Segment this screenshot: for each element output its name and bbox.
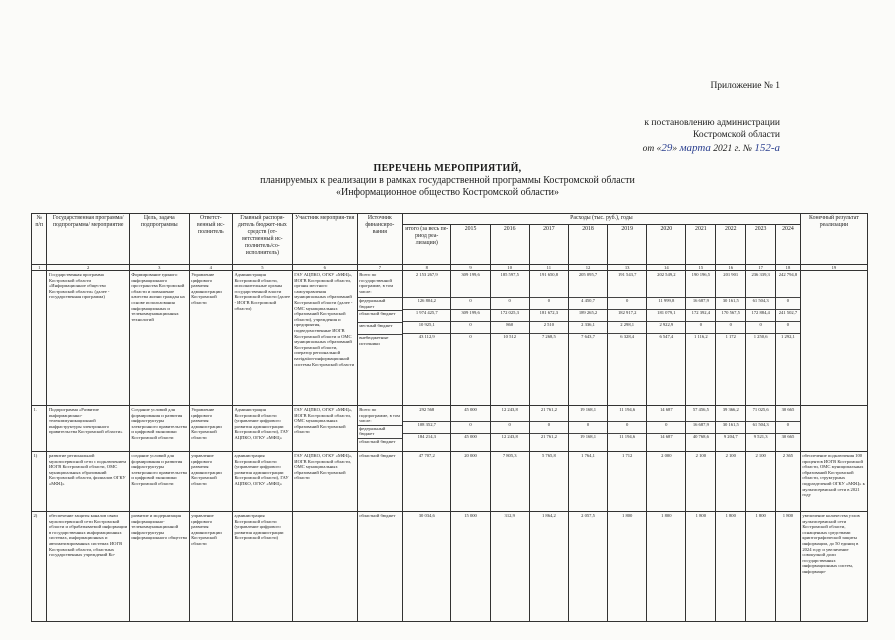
funding-source-line: Всего по подпрограмме, в том числе: [358,407,402,426]
funding-value-line: 242 794,8 [776,272,800,298]
funding-value-line: 189 265,2 [569,310,607,322]
funding-value-line: 11 194,6 [608,407,646,422]
funding-value-line: 0 [608,422,646,434]
funding-value-line: 45 000 [451,407,489,422]
funding-value-line: 4 450,7 [569,298,607,310]
cell-executor: Управление цифрового развития администрации Костромской области [189,406,232,452]
cell-value: 2 057,5 [568,511,607,621]
header-year: 2022 [716,225,746,265]
cell-value [529,406,568,452]
funding-value-line: 172 025,3 [491,310,529,322]
cell-no [32,271,47,406]
cell-value [608,406,647,452]
funding-value-line: 61 504,3 [746,422,775,434]
funding-value-line: 19 168,1 [579,434,597,439]
funding-value-line: 184 214,3 [417,434,436,439]
cell-value: 1 800 [608,511,647,621]
cell-value: 1 800 [776,511,801,621]
funding-value-line: 40 768,6 [692,434,709,439]
cell-value [529,271,568,406]
cell-value: 47 707,2 [403,451,451,511]
approval-header [643,80,780,155]
funding-value-line: 182 917,2 [608,310,646,322]
cell-source: областной бюджет [357,451,402,511]
cell-value: 5 765,8 [529,451,568,511]
funding-value-line: 0 [716,322,745,334]
cell-manager: Администрация Костромской области, исполнительные органы государственной власти Костромской области (далее - ИОГВ Костромской области) [232,271,292,406]
handwritten-doc-number: 152-а [754,141,780,154]
funding-value-line: 30 161,5 [716,422,745,434]
column-number: 17 [746,265,776,271]
funding-value-line: 292 568 [403,407,450,422]
table-header-row [32,214,868,225]
cell-manager: администрация Костромской области (управление цифрового развития администрации Костромской области), ГАУ АЦПКО, ОГКУ «МФЦ» [232,451,292,511]
cell-no: 1) [32,451,47,511]
funding-value-line: 39 366,2 [716,407,745,422]
cell-program: развитие региональной мультисервисной сети с подключением ИОГВ Костромской области, ОМС муниципальных образований Костромской области, филиалов ОГКУ «МФЦ» [47,451,129,511]
funding-value-line: 6 547,4 [659,334,674,339]
funding-value-line: 0 [469,334,472,339]
table-row [32,406,868,452]
column-number: 3 [129,265,189,271]
funding-value-line: 0 [608,298,646,310]
handwritten-month: марта [679,141,711,154]
table-row [32,271,868,406]
funding-value-line: 2 153 267,9 [403,272,450,298]
funding-value-line: 2 298,1 [608,322,646,334]
cell-manager: Администрация Костромской области (управление цифрового развития администрации Костромской области), ГАУ АЦПКО, ОГКУ «МФЦ» [232,406,292,452]
cell-value [686,406,716,452]
funding-value-line: 0 [451,322,489,334]
funding-value-line: 2 336,1 [569,322,607,334]
cell-value [776,406,801,452]
column-number: 6 [292,265,357,271]
funding-value-line: 172 392,4 [686,310,715,322]
cell-value: 1 800 [686,511,716,621]
cell-value [490,271,529,406]
column-number: 8 [403,265,451,271]
header-result: Конечный результат реализации [800,214,867,265]
funding-value-line: 201 901 [716,272,745,298]
funding-value-line: 191 543,7 [608,272,646,298]
funding-value-line: 43 112,9 [418,334,435,339]
header-year: 2020 [647,225,686,265]
funding-value-line: 10 925,1 [403,322,450,334]
funding-value-line: 0 [491,298,529,310]
header-year: 2019 [608,225,647,265]
funding-value-line: 0 [776,322,800,334]
funding-value-line: 1 974 425,7 [403,310,450,322]
funding-value-line: 7 268,5 [541,334,556,339]
decree-date: от «29» марта 2021 г. № 152-а [642,141,780,154]
funding-value-line: 11 999,8 [647,298,685,310]
funding-value-line: 185 597,5 [491,272,529,298]
funding-value-line: 108 352,7 [403,422,450,434]
funding-value-line: 0 [451,422,489,434]
cell-value [451,406,490,452]
cell-participant: ГАУ АЦПКО, ОГКУ «МФЦ», ИОГВ Костромской области, ОМС муниципальных образований Костромской области [292,406,357,452]
cell-participant: ГАУ АЦПКО, ОГКУ «МФЦ», ИОГВ Костромской области, ОМС муниципальных образований Костромской области [292,451,357,511]
column-number: 9 [451,265,490,271]
cell-value [451,271,490,406]
cell-value: 1 800 [647,511,686,621]
funding-value-line: 1 116,2 [694,334,708,339]
cell-value [647,271,686,406]
funding-value-line: 11 194,6 [619,434,636,439]
funding-value-line: 181 672,3 [530,310,568,322]
header-source: Источник финансиро-вания [357,214,402,265]
cell-value [716,406,746,452]
cell-goal: Создание условий для формирования и развития инфраструктуры электронного правительства и цифровой экономики Костромской области [129,406,189,452]
cell-executor: управление цифрового развития администрации Костромской области [189,451,232,511]
cell-value: 1 800 [716,511,746,621]
title-line-3: «Информационное общество Костромской области» [335,187,560,198]
header-year: 2023 [746,225,776,265]
cell-result [800,271,867,406]
funding-value-line: 30 161,5 [716,298,745,310]
funding-value-line: 16 687,9 [686,422,715,434]
funding-value-line: 0 [530,422,568,434]
funding-value-line: 14 687 [647,407,685,422]
funding-value-line: 12 243,8 [501,434,518,439]
funding-value-line: 170 567,5 [716,310,745,322]
header-year: 2018 [568,225,607,265]
column-number: 14 [647,265,686,271]
cell-value: 15 000 [451,511,490,621]
funding-value-line: 0 [491,422,529,434]
column-number: 18 [776,265,801,271]
funding-value-line: 7 643,7 [581,334,595,339]
funding-value-line: 309 199,6 [451,272,489,298]
funding-value-line: 172 884,4 [746,310,775,322]
column-number: 4 [189,265,232,271]
cell-value [568,406,607,452]
funding-value-line: 57 456,5 [686,407,715,422]
funding-value-line: 14 687 [660,434,673,439]
funding-value-line: 1 292,1 [781,334,795,339]
funding-value-line: 0 [776,298,800,310]
cell-value: 20 000 [451,451,490,511]
cell-value: 1 712 [608,451,647,511]
cell-goal: развитие и модернизация информационно-телекоммуникационной инфраструктуры информационного общества [129,511,189,621]
funding-value-line: 0 [776,422,800,434]
cell-value [746,406,776,452]
header-year: 2024 [776,225,801,265]
funding-value-line: 0 [451,298,489,310]
cell-value [716,271,746,406]
cell-result: обеспечение подключения 100 процентов ИОГВ Костромской области, ОМС муниципальных образований Костромской области, структурных подразделений ОГКУ «МФЦ» к мультисервисной сети в 2021 году [800,451,867,511]
cell-executor: управление цифрового развития администрации Костромской области [189,511,232,621]
column-number: 12 [568,265,607,271]
funding-value-line: 126 804,2 [403,298,450,310]
funding-value-line: 2 922,9 [647,322,685,334]
funding-source-line: областной бюджет [359,438,396,444]
funding-value-line: 9 521,3 [753,434,768,439]
funding-value-line: 12 243,8 [491,407,529,422]
cell-value: 1 800 [746,511,776,621]
funding-value-line: 0 [569,422,607,434]
column-number: 15 [686,265,716,271]
header-goal: Цель, задача подпрограммы [129,214,189,265]
funding-value-line: 0 [686,322,715,334]
cell-value [776,271,801,406]
funding-value-line: 205 095,7 [569,272,607,298]
funding-value-line: 30 665 [781,434,795,439]
funding-value-line: 10 512 [503,334,517,339]
cell-value: 2 100 [716,451,746,511]
column-number: 5 [232,265,292,271]
header-expenses: Расходы (тыс. руб.), годы [403,214,801,225]
funding-value-line: 0 [647,422,685,434]
title-line-2: планируемых к реализации в рамках государственной программы Костромской области [260,175,635,186]
table-row [32,451,868,511]
cell-result: увеличение количества узлов мультисервисной сети Костромской области, оснащенных средствами криптографической защиты информации, до 50 единиц в 2024 году и увеличение совокупной доли государственных информационных систем, информаци- [800,511,867,621]
cell-value: 2 100 [686,451,716,511]
funding-value-line: 9 204,7 [723,434,738,439]
cell-value [647,406,686,452]
header-year: 2016 [490,225,529,265]
header-year: 2021 [686,225,716,265]
cell-value: 312,9 [490,511,529,621]
column-number: 1 [32,265,47,271]
header-manager: Главный распоря-дитель бюджет-ных средств (от-ветственный ис-полнитель/со-исполнитель) [232,214,292,265]
column-number: 11 [529,265,568,271]
header-program: Государственная программа/подпрограмма/ мероприятие [47,214,129,265]
measures-table [31,213,868,622]
funding-source-line: местный бюджет [358,323,402,335]
funding-value-line: 6 328,4 [620,334,635,339]
cell-value [403,271,451,406]
cell-program: Подпрограмма «Развитие информационно-телекоммуникационной инфраструктуры электронного правительства Костромской области» [47,406,129,452]
funding-value-line: 30 665 [776,407,800,422]
funding-value-line: 0 [746,322,775,334]
funding-value-line: 45 000 [464,434,477,439]
header-total: итого (за весь пе-риод реа-лизации) [403,225,451,265]
funding-value-line: 21 761,2 [530,407,568,422]
handwritten-day: 29 [661,141,673,154]
header-participant: Участник мероприя-тия [292,214,357,265]
decree-line-2: Костромской области [693,130,780,140]
funding-value-line: 0 [530,298,568,310]
cell-participant: ГАУ АЦПКО, ОГКУ «МФЦ», ИОГВ Костромской области, органы местного самоуправления муниципальных образований Костромской области (далее - ОМС муниципальных образований Костромской области), учреждения и предприятия, подведомственные ИОГВ Костромской области и ОМС муниципальных образований Костромской области, оператор региональной navigation-информационной системы Костромской области [292,271,357,406]
funding-value-line: 236 339,3 [746,272,775,298]
cell-no: 1. [32,406,47,452]
funding-value-line: 860 [491,322,529,334]
funding-source-line: внебюджетные источники [359,335,389,346]
cell-program: обеспечение защиты каналов связи мультисервисной сети Костромской области и обрабатываемой информации в государственных информационных системах, информационных и автоматизированных системах ИОГВ Костромской области, областных государственных учреждений Ко- [47,511,129,621]
funding-source-line: областной бюджет [358,311,402,323]
cell-value [490,406,529,452]
cell-participant [292,511,357,621]
appendix-label: Приложение № 1 [710,81,780,91]
cell-value: 7 805,3 [490,451,529,511]
funding-value-line: 2 510 [530,322,568,334]
funding-value-line: 19 168,1 [569,407,607,422]
column-number: 10 [490,265,529,271]
funding-value-line: 1 172 [725,334,736,339]
cell-value: 1 764,1 [568,451,607,511]
header-year: 2015 [451,225,490,265]
cell-program: Государственная программа Костромской области «Информационное общество Костромской области» (далее - государственная программа) [47,271,129,406]
cell-value: 2 100 [746,451,776,511]
cell-value [686,271,716,406]
cell-value: 2 000 [647,451,686,511]
cell-goal: Формирование единого информационного пространства Костромской области и повышение качества жизни граждан на основе использования информационных и телекоммуникационных технологий [129,271,189,406]
cell-value [568,271,607,406]
column-number: 7 [357,265,402,271]
funding-source-line: Всего по государственной программе, в том числе: [358,272,402,298]
funding-value-line: 181 079,1 [647,310,685,322]
decree-line-1: к постановлению администрации [644,117,780,128]
funding-value-line: 1 250,6 [753,334,768,339]
column-number: 2 [47,265,129,271]
column-number: 16 [716,265,746,271]
header-executor: Ответст-венный ис-полнитель [189,214,232,265]
cell-source [357,271,402,406]
cell-source: областной бюджет [357,511,402,621]
cell-no: 2) [32,511,47,621]
cell-executor: Управление цифрового развития администрации Костромской области [189,271,232,406]
column-number: 13 [608,265,647,271]
funding-value-line: 191 650,8 [530,272,568,298]
cell-value [746,271,776,406]
column-number: 19 [800,265,867,271]
funding-source-line: федеральный бюджет [358,298,402,311]
cell-value [608,271,647,406]
cell-goal: создание условий для формирования и развития инфраструктуры электронного правительства и цифровой экономики Костромской области [129,451,189,511]
funding-value-line: 202 549,2 [647,272,685,298]
cell-value [403,406,451,452]
cell-result [800,406,867,452]
funding-value-line: 61 504,3 [746,298,775,310]
document-title [0,163,895,199]
funding-value-line: 16 687,9 [686,298,715,310]
table-row [32,511,868,621]
header-no: № п/п [32,214,47,265]
funding-value-line: 309 199,6 [451,310,489,322]
funding-value-line: 21 761,2 [540,434,557,439]
title-line-1: ПЕРЕЧЕНЬ МЕРОПРИЯТИЙ, [373,163,522,174]
funding-value-line: 241 502,7 [776,310,800,322]
cell-value: 2 365 [776,451,801,511]
funding-value-line: 190 196,5 [686,272,715,298]
cell-manager: администрация Костромской области (управление цифрового развития администрации Костромской области) [232,511,292,621]
funding-value-line: 71 025,6 [746,407,775,422]
cell-source [357,406,402,452]
header-year: 2017 [529,225,568,265]
cell-value: 30 034,6 [403,511,451,621]
cell-value: 1 864,2 [529,511,568,621]
funding-source-line: федеральный бюджет [358,426,402,439]
